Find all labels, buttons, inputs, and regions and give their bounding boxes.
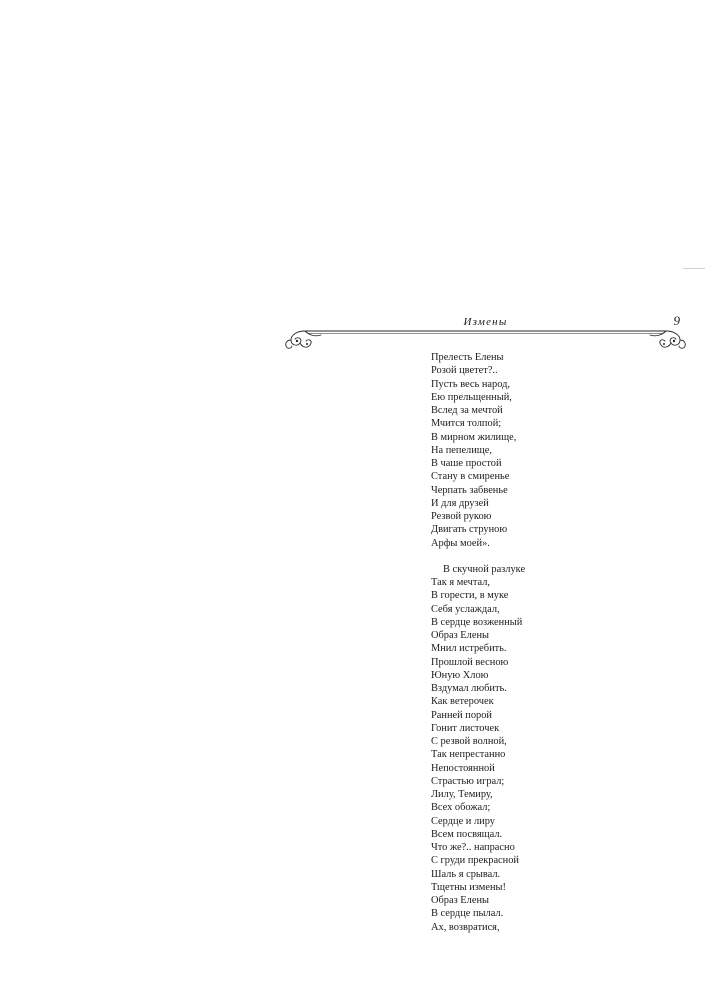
poem-text (431, 351, 611, 934)
verse-line: Что же?.. напрасно (431, 842, 515, 854)
verse-line: Как ветерочек (431, 696, 494, 708)
page-edge-mark (683, 268, 705, 269)
verse-line: На пепелище, (431, 444, 493, 456)
stanza (431, 351, 611, 550)
verse-line: Стану в смиренье (431, 471, 510, 483)
verse-line: Всех обожал; (431, 802, 491, 814)
verse-line: Юную Хлою (431, 669, 489, 681)
verse-line: Тщетны измены! (431, 881, 506, 893)
verse-line: Арфы моей». (431, 537, 490, 549)
verse-line: В чаше простой (431, 458, 502, 469)
verse-line: Непостоянной (431, 762, 495, 774)
running-header (283, 313, 688, 353)
verse-line: Вздумал любить. (431, 683, 507, 695)
verse-line: Черпать забвенье (431, 484, 508, 496)
verse-line: В скучной разлуке (443, 563, 526, 575)
verse-line: Образ Елены (431, 630, 489, 642)
verse-line: В горести, в муке (431, 590, 509, 602)
verse-line: Резвой рукою (431, 511, 492, 522)
page-number: 9 (673, 313, 680, 328)
verse-line: Всем посвящал. (431, 828, 503, 840)
verse-line: Так непрестанно (431, 749, 506, 761)
verse-line: Образ Елены (431, 895, 489, 907)
verse-line: Ранней порой (431, 709, 492, 721)
verse-line: В сердце возженный (431, 616, 523, 628)
verse-line: Мчится толпой; (431, 418, 502, 430)
verse-line: В мирном жилище, (431, 431, 517, 443)
verse-line: Ею прельщенный, (431, 391, 512, 403)
verse-line: Так я мечтал, (431, 577, 491, 589)
verse-line: Мнил истребить. (431, 643, 507, 655)
verse-line: С груди прекрасной (431, 855, 519, 867)
verse-line: Двигать струною (431, 524, 508, 536)
verse-line: И для друзей (431, 497, 489, 509)
verse-line: Себя услаждал, (431, 603, 500, 615)
verse-line: Шаль я срывал. (431, 868, 501, 880)
verse-line: Ах, возвратися, (431, 921, 500, 933)
running-title: Измены (463, 316, 508, 328)
verse-line: Гонит листочек (431, 722, 500, 734)
verse-line: Сердце и лиру (431, 815, 495, 827)
ornamental-rule (283, 327, 688, 353)
verse-line: В сердце пылал. (431, 908, 504, 920)
verse-line: Страстью играл; (431, 775, 505, 787)
verse-line: Прелесть Елены (431, 352, 504, 363)
verse-line: Пусть весь народ, (431, 378, 511, 390)
stanza (431, 563, 611, 934)
verse-line: Прошлой весною (431, 656, 509, 668)
verse-line: Вслед за мечтой (431, 405, 503, 416)
verse-line: С резвой волной, (431, 736, 507, 748)
verse-line: Лилу, Темиру, (431, 789, 493, 801)
verse-line: Розой цветет?.. (431, 365, 498, 377)
